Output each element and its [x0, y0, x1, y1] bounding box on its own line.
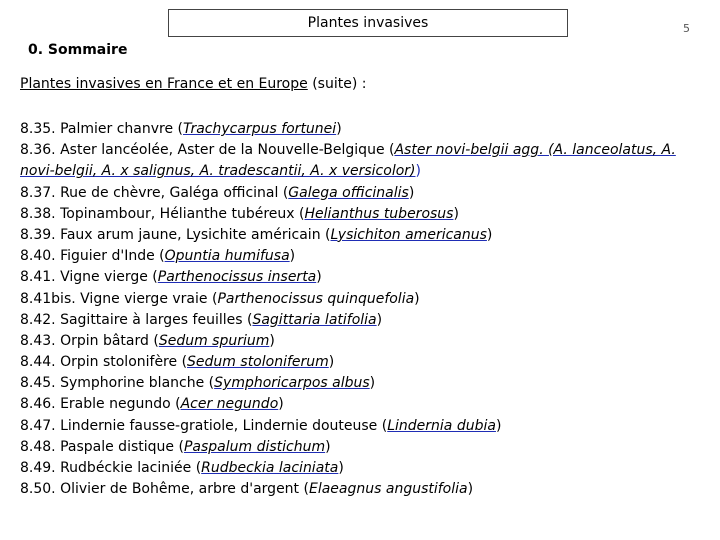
scientific-name: Elaeagnus angustifolia	[308, 481, 468, 498]
intro-link[interactable]: Plantes invasives en France et en Europe	[20, 76, 308, 92]
list-item: 8.42. Sagittaire à larges feuilles (Sagittaria latifolia)	[20, 311, 383, 328]
common-name: Rudbéckie laciniée	[60, 460, 192, 476]
scientific-name-link[interactable]: Trachycarpus fortunei	[183, 121, 337, 137]
list-item: 8.43. Orpin bâtard (Sedum spurium)	[20, 332, 275, 349]
item-number: 8.47.	[20, 417, 56, 434]
common-name: Orpin stolonifère	[60, 354, 178, 371]
item-number: 8.49.	[20, 460, 56, 476]
section-heading: 0. Sommaire	[28, 42, 128, 58]
item-number: 8.48.	[20, 438, 56, 455]
common-name: Sagittaire à larges feuilles	[60, 311, 243, 328]
item-number: 8.46.	[20, 396, 56, 413]
list-item: 8.46. Erable negundo (Acer negundo)	[20, 396, 284, 413]
list-item: 8.41bis. Vigne vierge vraie (Parthenocissus quinquefolia)	[20, 290, 420, 307]
intro-line	[20, 76, 366, 92]
common-name: Topinambour, Hélianthe tubéreux	[60, 205, 295, 222]
common-name: Orpin bâtard	[60, 332, 149, 349]
list-item: 8.38. Topinambour, Hélianthe tubéreux (Helianthus tuberosus)	[20, 205, 459, 222]
common-name: Figuier d'Inde	[60, 248, 155, 265]
list-item	[20, 161, 712, 182]
list-item: 8.48. Paspale distique (Paspalum distichum)	[20, 438, 331, 455]
common-name: Lindernie fausse-gratiole, Lindernie douteuse	[60, 417, 378, 434]
item-number: 8.41.	[20, 269, 56, 286]
item-number: 8.35.	[20, 121, 56, 137]
list-item: 8.44. Orpin stolonifère (Sedum stoloniferum)	[20, 354, 335, 371]
common-name: Faux arum jaune, Lysichite américain	[60, 226, 321, 243]
common-name: Erable negundo	[60, 396, 171, 413]
page-number: 5	[683, 22, 690, 35]
scientific-name-link[interactable]: Sagittaria latifolia	[252, 311, 377, 328]
item-number: 8.50.	[20, 481, 56, 498]
scientific-name-link[interactable]: Sedum stoloniferum	[187, 354, 329, 371]
common-name: Palmier chanvre	[60, 121, 174, 137]
item-number: 8.45.	[20, 375, 56, 392]
scientific-name-link[interactable]: Opuntia humifusa	[164, 248, 290, 265]
scientific-name-link[interactable]: Acer negundo	[180, 396, 279, 413]
list-item: 8.36. Aster lancéolée, Aster de la Nouvelle-Belgique (Aster novi-belgii agg. (A. lanceolatus, A.	[20, 142, 676, 159]
common-name: Aster lancéolée, Aster de la Nouvelle-Belgique	[60, 142, 385, 159]
common-name: Rue de chèvre, Galéga officinal	[60, 184, 279, 201]
common-name: Vigne vierge vraie	[80, 290, 208, 307]
item-number: 8.38.	[20, 205, 56, 222]
slide-title-text: Plantes invasives	[307, 15, 429, 31]
scientific-name-link[interactable]: Paspalum distichum	[183, 438, 326, 455]
close-paren: )	[415, 163, 421, 180]
scientific-name: Parthenocissus quinquefolia	[217, 290, 415, 307]
item-number: 8.37.	[20, 184, 56, 201]
scientific-name-link[interactable]: novi-belgii, A. x salignus, A. tradescantii, A. x versicolor)	[20, 163, 416, 180]
common-name: Symphorine blanche	[60, 375, 205, 392]
intro-suffix: (suite) :	[307, 76, 367, 92]
common-name: Olivier de Bohême, arbre d'argent	[60, 481, 300, 498]
list-item: 8.35. Palmier chanvre (Trachycarpus fortunei)	[20, 121, 342, 137]
scientific-name-link[interactable]: Lysichiton americanus	[330, 226, 487, 243]
list-item: 8.47. Lindernie fausse-gratiole, Lindernie douteuse (Lindernia dubia)	[20, 417, 502, 434]
common-name: Paspale distique	[60, 438, 175, 455]
scientific-name-link[interactable]: Galega officinalis	[288, 184, 409, 201]
list-item: 8.39. Faux arum jaune, Lysichite américain (Lysichiton americanus)	[20, 226, 493, 243]
scientific-name-link[interactable]: Helianthus tuberosus	[304, 205, 454, 222]
species-list	[20, 119, 712, 500]
scientific-name-link[interactable]: Lindernia dubia	[387, 417, 496, 434]
item-number: 8.44.	[20, 354, 56, 371]
item-number: 8.40.	[20, 248, 56, 265]
item-number: 8.36.	[20, 142, 56, 159]
list-item: 8.37. Rue de chèvre, Galéga officinal (Galega officinalis)	[20, 184, 415, 201]
item-number: 8.43.	[20, 332, 56, 349]
list-item: 8.50. Olivier de Bohême, arbre d'argent (Elaeagnus angustifolia)	[20, 481, 474, 498]
scientific-name-link[interactable]: Rudbeckia laciniata	[201, 460, 339, 476]
scientific-name-link[interactable]: Parthenocissus inserta	[157, 269, 317, 286]
common-name: Vigne vierge	[60, 269, 148, 286]
slide-title	[168, 9, 568, 37]
item-number: 8.39.	[20, 226, 56, 243]
list-item: 8.49. Rudbéckie laciniée (Rudbeckia laciniata)	[20, 460, 344, 476]
list-item: 8.45. Symphorine blanche (Symphoricarpos albus)	[20, 375, 376, 392]
item-number: 8.41bis.	[20, 290, 76, 307]
item-number: 8.42.	[20, 311, 56, 328]
scientific-name-link[interactable]: Symphoricarpos albus	[214, 375, 370, 392]
list-item: 8.41. Vigne vierge (Parthenocissus inserta)	[20, 269, 322, 286]
scientific-name-link[interactable]: Sedum spurium	[158, 332, 270, 349]
list-item: 8.40. Figuier d'Inde (Opuntia humifusa)	[20, 248, 296, 265]
scientific-name-link[interactable]: Aster novi-belgii agg. (A. lanceolatus, A.	[394, 142, 676, 159]
